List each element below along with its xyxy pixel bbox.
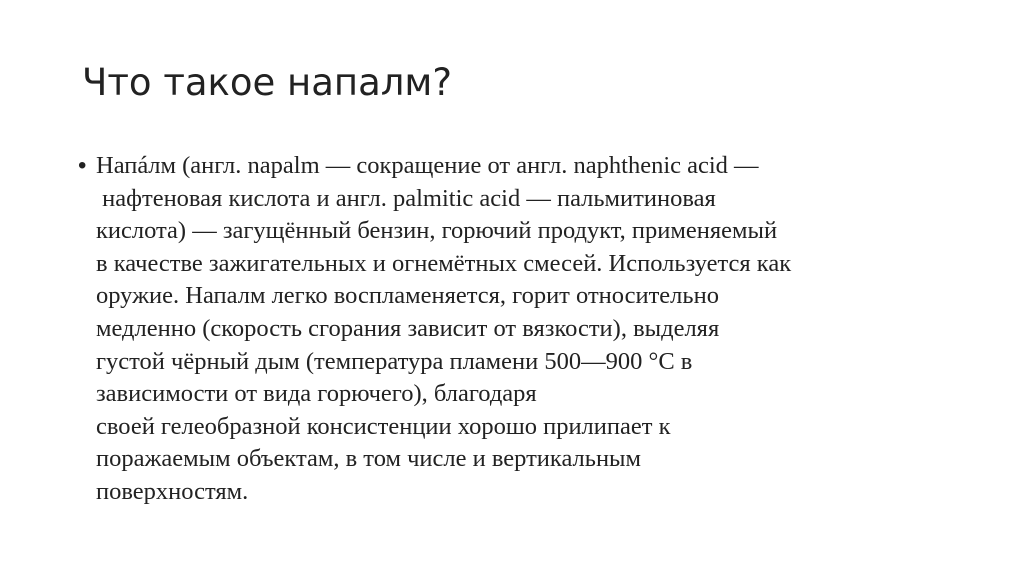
bullet-text-line: густой чёрный дым (температура пламени 500—900 °С в (96, 347, 693, 375)
bullet-text-line: своей гелеобразной консистенции хорошо прилипает к (96, 412, 671, 440)
bullet-text-line: зависимости от вида горючего), благодаря (96, 380, 537, 408)
bullet-text-line: медленно (скорость сгорания зависит от вязкости), выделяя (96, 314, 720, 342)
bullet-text-line: Напáлм (англ. napalm — сокращение от англ. naphthenic acid — (96, 152, 759, 179)
bullet-text-line: кислота) — загущённый бензин, горючий продукт, применяемый (96, 217, 778, 245)
bullet-text (96, 150, 968, 509)
slide-title: Что такое напалм? (82, 61, 452, 104)
bullet-text-line: поверхностям. (96, 477, 249, 505)
bullet-text-line: в качестве зажигательных и огнемётных смесей. Используется как (96, 249, 792, 277)
slide-content (68, 150, 968, 509)
bullet-marker: • (78, 152, 87, 179)
bullet-text-line: поражаемым объектам, в том числе и вертикальным (96, 445, 642, 473)
bullet-item (68, 150, 968, 509)
bullet-text-line: нафтеновая кислота и англ. palmitic acid — пальмитиновая (96, 184, 716, 212)
bullet-text-line: оружие. Напалм легко воспламеняется, горит относительно (96, 282, 719, 310)
